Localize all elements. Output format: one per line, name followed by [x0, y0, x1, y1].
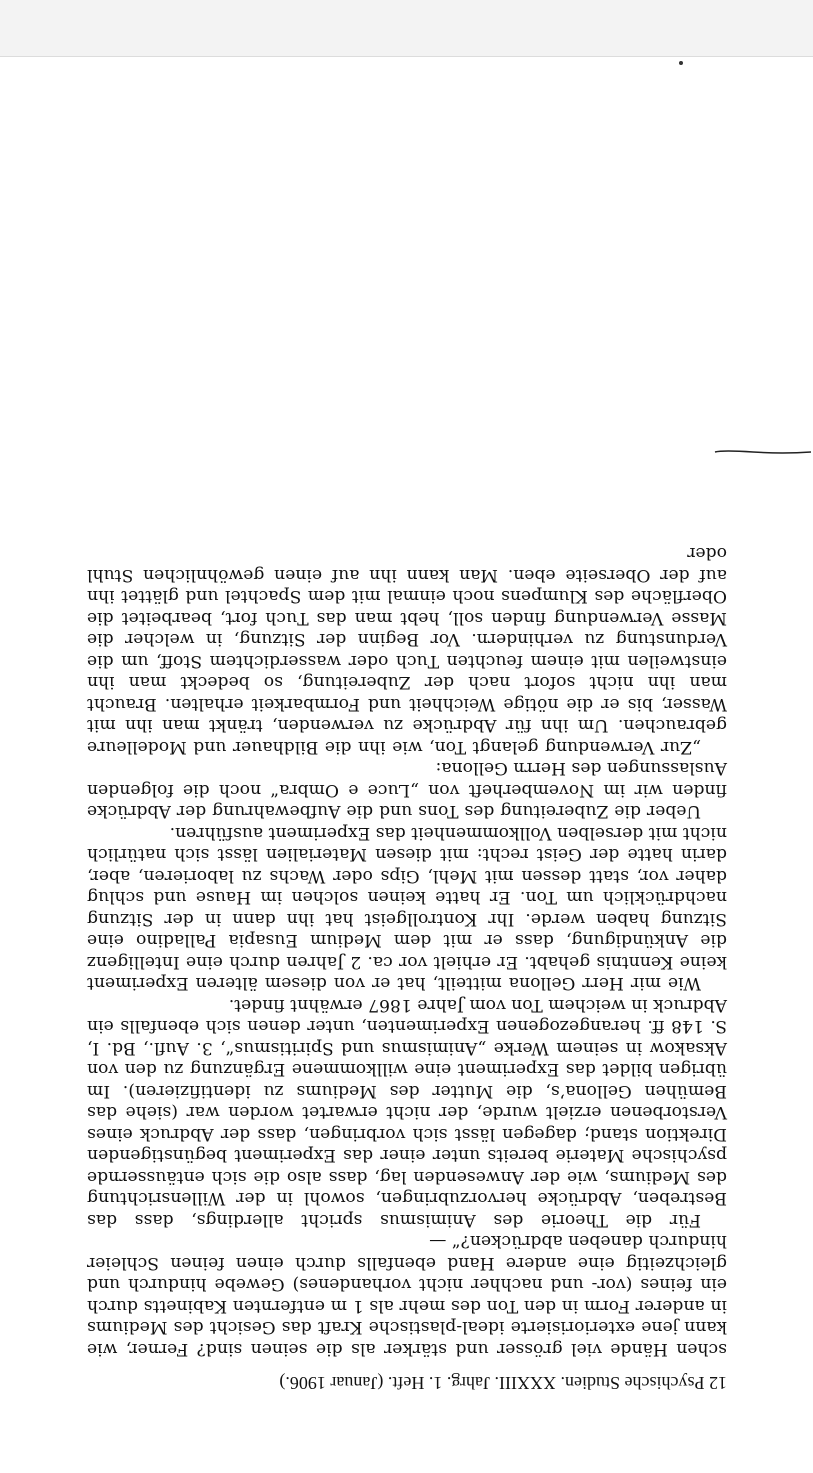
- running-header: 12 Psychische Studien. XXXIII. Jahrg. 1. Heft. (Januar 1906.): [279, 1373, 727, 1393]
- paragraph-2: Für die Theorie des Animismus spricht allerdings, dass das Bestreben, Abdrücke hervorzubringen, sowohl in der Willensrichtung des Mediums, wie der Anwesenden lag, dass also die sich entäussernde psychische Materie bereits unter einer das Experiment begünstigenden Direktion stand; dagegen lässt sich vorbringen, dass der Abdruck eines Verstorbenen erzielt wurde, der nicht erwartet worden war (siehe das Bemühen Gellona’s, die Mutter des Mediums zu identifizieren). Im übrigen bildet das Experiment eine willkommene Ergänzung zu den von Aksakow in seinem Werke „Animismus und Spiritismus“, 3. Aufl., Bd. I, S. 148 ff. herangezogenen Experimenten, unter denen sich ebenfalls ein Abdruck in weichem Ton vom Jahre 1867 erwähnt findet.: [87, 995, 727, 1230]
- paragraph-1: schen Hände viel grösser und stärker als die seinen sind? Ferner, wie kann jene exteriorisierte ideal-plastische Kraft das Gesicht des Mediums in anderer Form in den Ton des mehr als 1 m entfernten Kabinetts durch ein feines (vor- und nachher nicht vorhandenes) Gewebe hindurch und gleichzeitig eine andere Hand ebenfalls durch einen feinen Schleier hindurch daneben abdrücken?“ —: [87, 1231, 727, 1359]
- ink-stroke-mark: [713, 449, 813, 455]
- book-page: [0, 57, 813, 1473]
- speck-mark: [679, 61, 683, 65]
- paragraph-5: „Zur Verwendung gelangt Ton, wie ihn die Bildhauer und Modelleure gebrauchen. Um ihn für Abdrücke zu verwenden, tränkt man ihn mit Wasser, bis er die nötige Weichheit und Formbarkeit erhalten. Braucht man ihn nicht sofort nach der Zubereitung, so bedeckt man ihn einstweilen mit einem feuchten Tuch oder wasserdichtem Stoff, um die Verdunstung zu verhindern. Vor Beginn der Sitzung, in welcher die Masse Verwendung finden soll, hebt man das Tuch fort, bearbeitet die Oberfläche des Klumpens noch einmal mit dem Spachtel und glättet ihn auf der Oberseite eben. Man kann ihn auf einen gewöhnlichen Stuhl oder: [87, 543, 727, 757]
- paragraph-3: Wie mir Herr Gellona mitteilt, hat er von diesem älteren Experiment keine Kenntnis gehabt. Er erhielt vor ca. 2 Jahren durch eine Intelligenz die Ankündigung, dass er mit dem Medium Eusapia Palladino eine Sitzung haben werde. Ihr Kontrollgeist hat ihn dann in der Sitzung nachdrücklich um Ton. Er hatte keinen solchen im Hause und schlug daher vor, statt dessen mit Mehl, Gips oder Wachs zu laborieren, aber, darin hatte der Geist recht: mit diesen Materialien lässt sich natürlich nicht mit derselben Vollkommenheit das Experiment ausführen.: [87, 823, 727, 994]
- footer-bar: [0, 0, 813, 57]
- page-body: [87, 542, 727, 1359]
- paragraph-4: Ueber die Zubereitung des Tons und die Aufbewahrung der Abdrücke finden wir im Novemberheft von „Luce e Ombra“ noch die folgenden Auslassungen des Herrn Gellona:: [87, 758, 727, 822]
